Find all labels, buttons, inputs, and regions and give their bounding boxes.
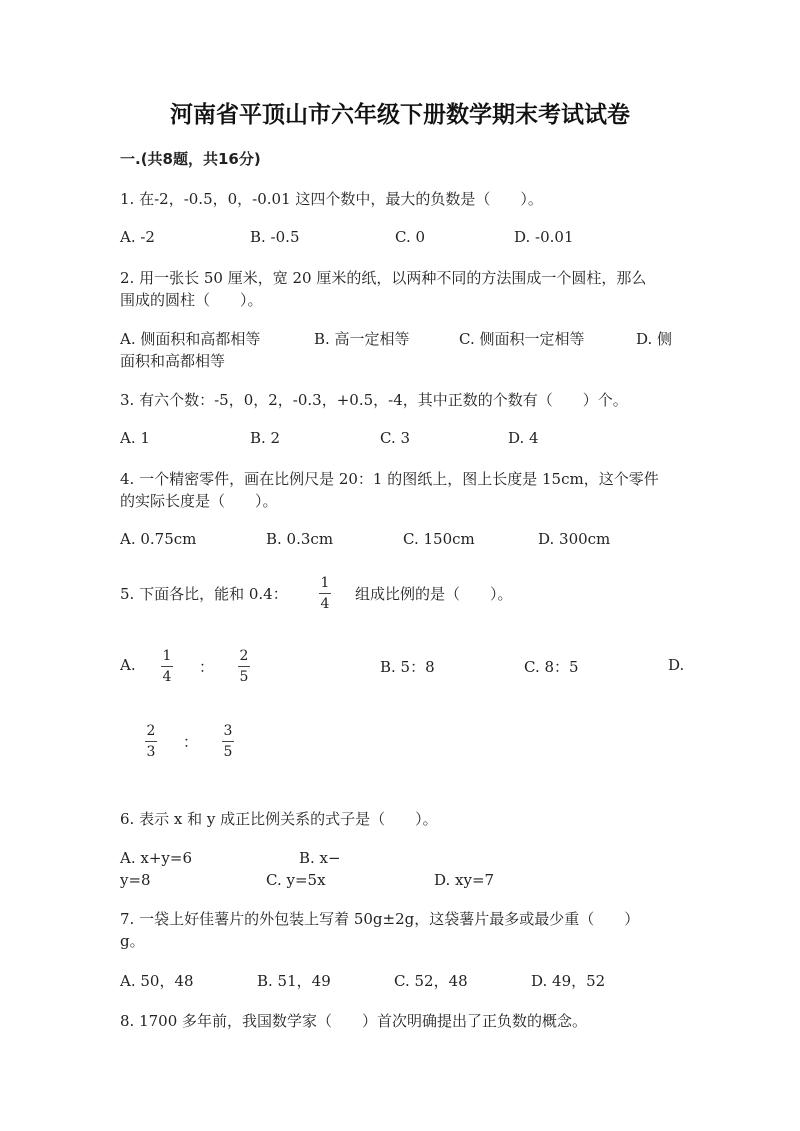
question-5-stem-prefix: 5. 下面各比，能和 0.4： — [120, 585, 288, 603]
q5-option-a-colon: ： — [199, 658, 215, 676]
question-2-stem-line1: 2. 用一张长 50 厘米，宽 20 厘米的纸，以两种不同的方法围成一个圆柱，那么 — [120, 269, 647, 287]
fraction-denominator: 3 — [146, 744, 156, 760]
q5-option-d-fraction-2 — [221, 723, 235, 760]
q1-option-b: B. -0.5 — [250, 228, 300, 246]
q2-option-d-wrap: 面积和高都相等 — [120, 352, 226, 370]
question-7-stem-line2: g。 — [120, 932, 145, 950]
q3-option-c: C. 3 — [380, 429, 411, 447]
q3-option-b: B. 2 — [250, 429, 281, 447]
q4-option-d: D. 300cm — [538, 530, 611, 548]
q6-option-c: C. y=5x — [266, 871, 326, 889]
question-4-stem-line2: 的实际长度是（ ）。 — [120, 492, 278, 510]
q2-option-d: D. 侧 — [636, 330, 673, 348]
fraction-bar — [161, 666, 173, 667]
fraction-denominator: 5 — [239, 669, 249, 685]
section-heading: 一.(共8题，共16分) — [120, 150, 261, 168]
q7-option-d: D. 49，52 — [531, 972, 606, 990]
q6-option-b-line1: B. x− — [299, 849, 341, 867]
fraction-numerator: 2 — [146, 723, 156, 739]
q7-option-a: A. 50，48 — [120, 972, 194, 990]
q7-option-c: C. 52，48 — [394, 972, 468, 990]
q5-option-a-fraction-2 — [237, 648, 251, 685]
fraction-numerator: 1 — [320, 575, 330, 591]
q1-option-d: D. -0.01 — [514, 228, 574, 246]
question-6-stem: 6. 表示 x 和 y 成正比例关系的式子是（ ）。 — [120, 810, 438, 828]
q6-option-b-line2: y=8 — [120, 871, 151, 889]
q3-option-d: D. 4 — [508, 429, 539, 447]
q5-option-d-colon: ： — [183, 733, 199, 751]
question-3-stem: 3. 有六个数：-5，0，2，-0.3，+0.5，-4，其中正数的个数有（ ）个。 — [120, 391, 628, 409]
q1-option-a: A. -2 — [120, 228, 155, 246]
fraction-bar — [238, 666, 250, 667]
q5-option-c: C. 8：5 — [524, 658, 579, 676]
fraction-denominator: 4 — [320, 596, 330, 612]
q2-option-a: A. 侧面积和高都相等 — [120, 330, 261, 348]
fraction-numerator: 1 — [162, 648, 172, 664]
question-7-stem-line1: 7. 一袋上好佳薯片的外包装上写着 50g±2g，这袋薯片最多或最少重（ ） — [120, 910, 640, 928]
q7-option-b: B. 51，49 — [257, 972, 331, 990]
q6-option-d: D. xy=7 — [434, 871, 495, 889]
fraction-bar — [145, 741, 157, 742]
page-title: 河南省平顶山市六年级下册数学期末考试试卷 — [170, 102, 630, 128]
question-8-stem: 8. 1700 多年前，我国数学家（ ）首次明确提出了正负数的概念。 — [120, 1012, 588, 1030]
question-4-stem-line1: 4. 一个精密零件，画在比例尺是 20：1 的图纸上，图上长度是 15cm，这个零件 — [120, 470, 659, 488]
q5-option-a-label: A. — [120, 656, 136, 674]
question-2-stem-line2: 围成的圆柱（ ）。 — [120, 291, 263, 309]
q5-option-b: B. 5：8 — [380, 658, 435, 676]
q5-option-d-fraction-1 — [144, 723, 158, 760]
fraction-numerator: 3 — [223, 723, 233, 739]
fraction-numerator: 2 — [239, 648, 249, 664]
q1-option-c: C. 0 — [395, 228, 426, 246]
fraction-denominator: 4 — [162, 669, 172, 685]
q5-option-d-label: D. — [668, 656, 685, 674]
q4-option-a: A. 0.75cm — [120, 530, 197, 548]
q4-option-c: C. 150cm — [403, 530, 475, 548]
q5-option-a-fraction-1 — [160, 648, 174, 685]
q2-option-b: B. 高一定相等 — [314, 330, 410, 348]
question-5-stem-suffix: 组成比例的是（ ）。 — [355, 585, 513, 603]
q2-option-c: C. 侧面积一定相等 — [459, 330, 585, 348]
fraction-bar — [222, 741, 234, 742]
q5-stem-fraction — [318, 575, 332, 612]
fraction-bar — [319, 593, 331, 594]
q3-option-a: A. 1 — [120, 429, 150, 447]
q6-option-a: A. x+y=6 — [120, 849, 192, 867]
q4-option-b: B. 0.3cm — [266, 530, 334, 548]
fraction-denominator: 5 — [223, 744, 233, 760]
question-1-stem: 1. 在-2，-0.5，0，-0.01 这四个数中，最大的负数是（ ）。 — [120, 190, 543, 208]
